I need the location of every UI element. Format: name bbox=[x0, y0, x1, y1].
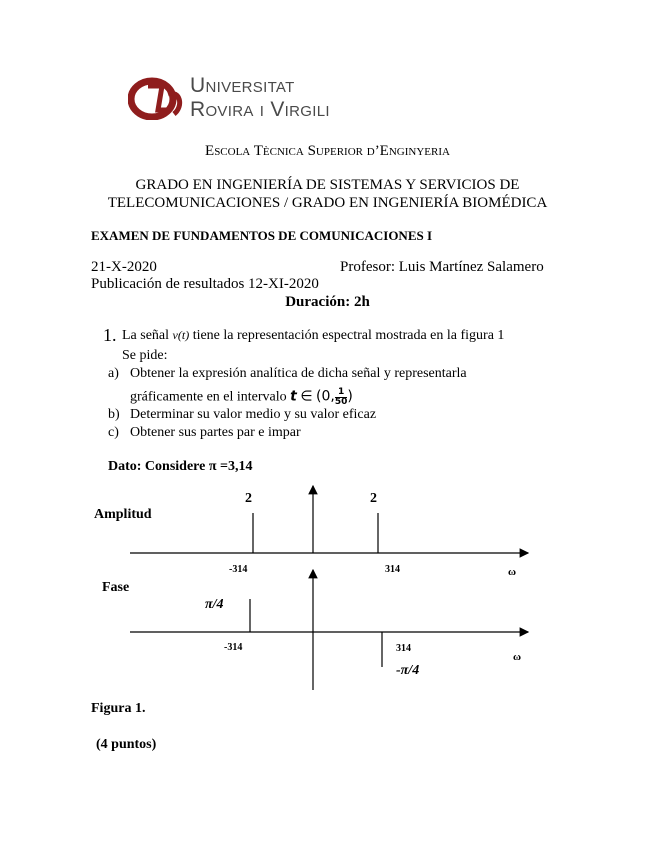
question-points: (4 puntos) bbox=[96, 737, 157, 752]
publication-date: Publicación de resultados 12-XI-2020 bbox=[91, 276, 319, 292]
duration: Duración: 2h bbox=[285, 294, 370, 310]
item-a-letter: a) bbox=[108, 366, 119, 381]
degree-line2: TELECOMUNICACIONES / GRADO EN INGENIERÍA BIOMÉDICA bbox=[107, 195, 548, 211]
question-text-suffix: tiene la representación espectral mostrada en la figura 1 bbox=[189, 328, 505, 343]
phase-omega: ω bbox=[513, 651, 522, 663]
item-a-line1: Obtener la expresión analítica de dicha señal y representarla bbox=[130, 366, 467, 381]
professor: Profesor: Luis Martínez Salamero bbox=[340, 259, 544, 275]
amplitude-label: Amplitud bbox=[94, 507, 152, 522]
phase-left-value: π/4 bbox=[205, 597, 224, 612]
logo-line1: Universitat bbox=[190, 74, 295, 97]
figure-caption: Figura 1. bbox=[91, 701, 146, 716]
interval-t: t bbox=[290, 388, 297, 405]
signal-symbol: v(t) bbox=[172, 328, 190, 342]
exam-date: 21-X-2020 bbox=[91, 259, 157, 275]
exam-title: EXAMEN DE FUNDAMENTOS DE COMUNICACIONES I bbox=[91, 228, 433, 243]
amplitude-left-value: 2 bbox=[245, 491, 252, 506]
question-ask: Se pide: bbox=[122, 348, 168, 363]
interval-open: (0, bbox=[316, 388, 335, 405]
amplitude-left-tick: -314 bbox=[229, 564, 248, 575]
item-b-text: Determinar su valor medio y su valor eficaz bbox=[130, 407, 377, 422]
dato-note: Dato: Considere π =3,14 bbox=[108, 459, 253, 474]
fraction-numerator: 1 bbox=[335, 388, 348, 398]
phase-right-value: -π/4 bbox=[396, 663, 420, 678]
item-a-line2-text: gráficamente en el intervalo bbox=[130, 389, 291, 405]
school-name: Escola Tècnica Superior d’Enginyeria bbox=[205, 143, 450, 159]
interval-in: ∈ bbox=[300, 388, 313, 405]
item-c-text: Obtener sus partes par e impar bbox=[130, 425, 301, 440]
phase-left-tick: -314 bbox=[224, 642, 243, 653]
logo-line2: Rovira i Virgili bbox=[190, 98, 330, 121]
amplitude-right-value: 2 bbox=[370, 491, 377, 506]
interval-close: ) bbox=[347, 388, 353, 405]
question-text-prefix: La señal bbox=[122, 328, 173, 343]
question-number: 1. bbox=[103, 325, 117, 345]
fraction-denominator: 50 bbox=[334, 397, 348, 407]
phase-right-tick: 314 bbox=[396, 643, 411, 654]
item-c-letter: c) bbox=[108, 425, 119, 440]
degree-line1: GRADO EN INGENIERÍA DE SISTEMAS Y SERVICIOS DE bbox=[135, 177, 520, 193]
item-b-letter: b) bbox=[108, 407, 120, 422]
phase-label: Fase bbox=[102, 580, 130, 595]
amplitude-right-tick: 314 bbox=[385, 564, 400, 575]
amplitude-omega: ω bbox=[508, 566, 517, 578]
